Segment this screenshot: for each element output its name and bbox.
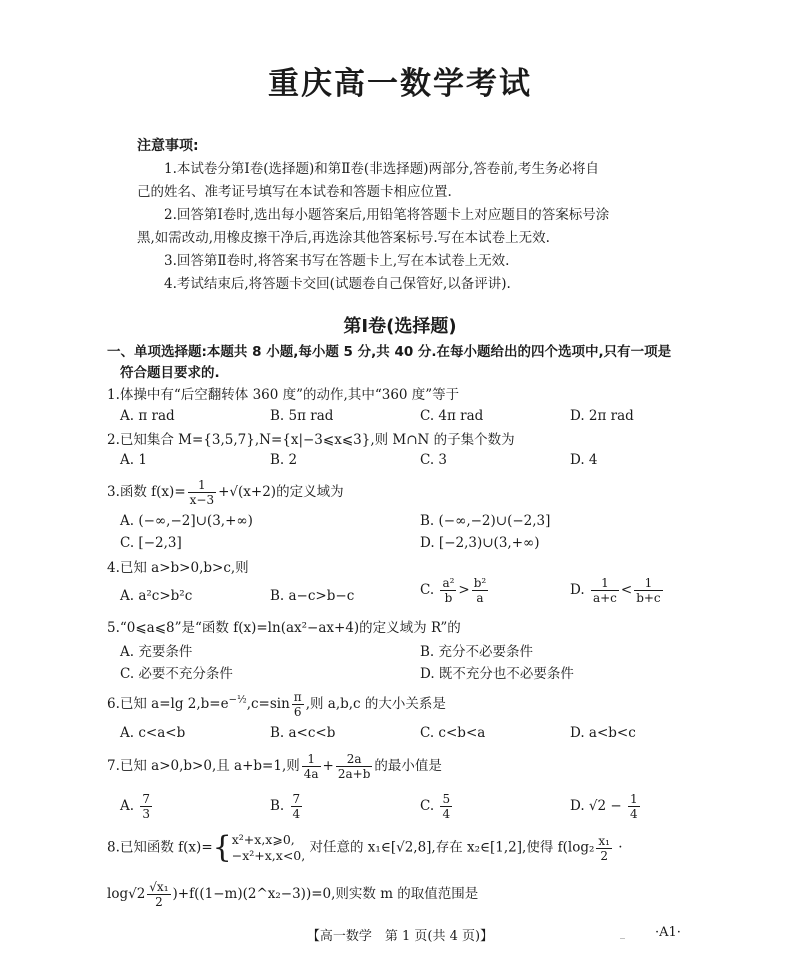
q6-exponent: −½ bbox=[228, 694, 247, 706]
q6-frac-den: 6 bbox=[293, 705, 302, 719]
q5-option-b: B. 充分不必要条件 bbox=[420, 644, 534, 660]
q8-stem-mid: 对任意的 x₁∈[√2,8],存在 x₂∈[1,2],使得 f(log₂ bbox=[309, 839, 595, 856]
q4-d-num-1: 1 bbox=[591, 576, 619, 591]
question-2-stem: 2.已知集合 M={3,5,7},N={x|−3⩽x⩽3},则 M∩N 的子集个数为 bbox=[107, 432, 515, 448]
q7-c-den: 4 bbox=[442, 807, 451, 821]
part-one-heading bbox=[107, 342, 697, 384]
q3-frac-den: x−3 bbox=[189, 493, 215, 507]
q7-a-den: 3 bbox=[142, 807, 150, 821]
q3-option-c: C. [−2,3] bbox=[120, 535, 182, 551]
q7-a-num: 7 bbox=[142, 792, 150, 806]
question-4-stem: 4.已知 a>b>0,b>c,则 bbox=[107, 560, 249, 576]
question-3-stem bbox=[107, 478, 707, 507]
q4-c-num-1: a² bbox=[442, 576, 455, 590]
q7-stem-suffix: 的最小值是 bbox=[374, 758, 442, 774]
q7-f2-den: 2a+b bbox=[337, 767, 371, 781]
q4-c-num-2: b² bbox=[473, 576, 487, 590]
q4-d-den-2: b+c bbox=[636, 591, 661, 605]
q3-stem-prefix: 3.函数 f(x)= bbox=[107, 484, 186, 500]
q4-c-op: > bbox=[458, 582, 470, 598]
q8-stem-prefix: 8.已知函数 f(x)= bbox=[107, 839, 213, 856]
notice-line: 黑,如需改动,用橡皮擦干净后,再选涂其他答案标号.写在本试卷上无效. bbox=[137, 230, 550, 246]
q8-l2-den: 2 bbox=[155, 895, 163, 909]
q6-option-a: A. c<a<b bbox=[120, 725, 186, 741]
q2-option-d: D. 4 bbox=[570, 452, 598, 468]
notice-line: 4.考试结束后,将答题卡交回(试题卷自己保管好,以备评讲). bbox=[164, 276, 511, 292]
q3-option-a: A. (−∞,−2]∪(3,+∞) bbox=[120, 513, 253, 529]
q4-c-den-2: a bbox=[476, 591, 484, 605]
q7-f1-den: 4a bbox=[303, 767, 319, 781]
q7-plus: + bbox=[322, 758, 334, 774]
page-footer: 【高一数学 第 1 页(共 4 页)】 bbox=[306, 929, 494, 944]
q1-option-c: C. 4π rad bbox=[420, 408, 484, 424]
notice-line: 己的姓名、准考证号填写在本试卷和答题卡相应位置. bbox=[137, 184, 452, 200]
q4-c-label: C. bbox=[420, 582, 435, 598]
question-6-stem bbox=[107, 690, 707, 719]
question-5-stem: 5.“0⩽a⩽8”是“函数 f(x)=ln(ax²−ax+4)的定义域为 R”的 bbox=[107, 620, 461, 636]
q8-l2-num: √x₁ bbox=[149, 880, 169, 894]
q2-option-a: A. 1 bbox=[120, 452, 147, 468]
q7-d-frac bbox=[628, 792, 640, 821]
q7-a-frac bbox=[140, 792, 152, 821]
q4-d-frac-2 bbox=[634, 576, 662, 605]
question-8-stem: 8.已知函数 f(x)={ x²+x,x⩾0, −x²+x,x<0, 对任意的 x₁∈[√2,8],存在 x₂∈[1,2],使得 f(log₂ $\frac{\text{x₁}}{2}$ · bbox=[107, 830, 623, 865]
q6-option-b: B. a<c<b bbox=[270, 725, 336, 741]
q8-line2-fraction bbox=[147, 880, 170, 909]
q2-option-b: B. 2 bbox=[270, 452, 298, 468]
q7-option-d bbox=[570, 792, 642, 821]
q5-option-d: D. 既不充分也不必要条件 bbox=[420, 666, 574, 682]
q1-option-a: A. π rad bbox=[120, 408, 175, 424]
notice-heading: 注意事项: bbox=[137, 138, 199, 154]
q4-c-den-1: b bbox=[444, 591, 453, 605]
q8-frac-den: 2 bbox=[600, 848, 608, 863]
q4-d-frac-1 bbox=[591, 576, 619, 605]
q4-option-d bbox=[570, 576, 665, 605]
q7-f2-num: 2a bbox=[336, 752, 373, 767]
q3-fraction bbox=[188, 478, 216, 507]
notice-line: 2.回答第Ⅰ卷时,选出每小题答案后,用铅笔将答题卡上对应题目的答案标号涂 bbox=[164, 207, 610, 223]
q7-c-label: C. bbox=[420, 798, 435, 814]
q7-b-label: B. bbox=[270, 798, 285, 814]
q7-f1-num: 1 bbox=[302, 752, 321, 767]
q8-piecewise bbox=[232, 832, 305, 864]
question-7-stem bbox=[107, 752, 707, 781]
q4-d-label: D. bbox=[570, 582, 585, 598]
q8-case-1: x²+x,x⩾0, bbox=[231, 832, 295, 847]
exam-title: 重庆高一数学考试 bbox=[268, 66, 532, 102]
q4-d-num-2: 1 bbox=[634, 576, 662, 591]
q6-stem-mid: ,c=sin bbox=[246, 696, 290, 712]
q6-stem-suffix: ,则 a,b,c 的大小关系是 bbox=[305, 696, 446, 712]
q6-option-c: C. c<b<a bbox=[420, 725, 486, 741]
q3-frac-num: 1 bbox=[188, 478, 216, 493]
q5-option-a: A. 充要条件 bbox=[120, 644, 193, 660]
q7-d-label: D. √2 − bbox=[570, 798, 622, 814]
q8-line2-suffix: )+f((1−m)(2^x₂−3))=0,则实数 m 的取值范围是 bbox=[172, 886, 479, 902]
question-1-stem: 1.体操中有“后空翻转体 360 度”的动作,其中“360 度”等于 bbox=[107, 387, 460, 403]
q7-option-a bbox=[120, 792, 154, 821]
q6-fraction bbox=[292, 690, 304, 719]
q7-d-den: 4 bbox=[630, 807, 638, 821]
page-mark: _ bbox=[620, 928, 625, 939]
q7-b-den: 4 bbox=[292, 807, 301, 821]
left-brace-icon: { bbox=[212, 830, 232, 865]
question-8-line-2 bbox=[107, 880, 707, 909]
q4-c-frac-1 bbox=[440, 576, 456, 605]
q1-option-b: B. 5π rad bbox=[270, 408, 334, 424]
q1-option-d: D. 2π rad bbox=[570, 408, 634, 424]
section-title: 第Ⅰ卷(选择题) bbox=[343, 316, 457, 337]
q8-frac-num: x₁ bbox=[598, 833, 610, 848]
q7-c-frac bbox=[440, 792, 452, 821]
q8-fraction bbox=[596, 834, 612, 863]
q7-a-label: A. bbox=[120, 798, 135, 814]
q3-stem-suffix: 的定义域为 bbox=[276, 484, 344, 500]
q7-c-num: 5 bbox=[442, 792, 451, 806]
part-one-line: 符合题目要求的. bbox=[120, 365, 220, 381]
q3-option-d: D. [−2,3)∪(3,+∞) bbox=[420, 535, 540, 551]
q7-option-b bbox=[270, 792, 304, 821]
q4-option-c bbox=[420, 576, 490, 605]
q4-d-op: < bbox=[620, 582, 633, 598]
q5-option-c: C. 必要不充分条件 bbox=[120, 666, 233, 682]
q4-c-frac-2 bbox=[472, 576, 489, 605]
notice-body bbox=[137, 158, 677, 296]
q8-case-2: −x²+x,x<0, bbox=[231, 848, 306, 863]
q3-option-b: B. (−∞,−2)∪(−2,3] bbox=[420, 513, 551, 529]
q4-d-den-1: a+c bbox=[592, 591, 617, 605]
notice-line: 3.回答第Ⅱ卷时,将答案书写在答题卡上,写在本试卷上无效. bbox=[164, 253, 510, 269]
q7-fraction-2 bbox=[336, 752, 373, 781]
part-one-line: 一、单项选择题:本题共 8 小题,每小题 5 分,共 40 分.在每小题给出的四个选项中,只有一项是 bbox=[107, 344, 672, 360]
q6-frac-num: π bbox=[293, 690, 302, 704]
q7-fraction-1 bbox=[302, 752, 321, 781]
q7-b-num: 7 bbox=[292, 792, 301, 806]
q8-line2-prefix: log√2 bbox=[107, 886, 146, 902]
notice-line: 1.本试卷分第Ⅰ卷(选择题)和第Ⅱ卷(非选择题)两部分,答卷前,考生务必将自 bbox=[164, 161, 600, 177]
q7-stem-prefix: 7.已知 a>0,b>0,且 a+b=1,则 bbox=[107, 758, 300, 774]
q6-stem-prefix: 6.已知 a=lg 2,b=e bbox=[107, 696, 229, 712]
paper-code: ·A1· bbox=[655, 925, 681, 940]
q2-option-c: C. 3 bbox=[420, 452, 448, 468]
q7-d-num: 1 bbox=[630, 792, 638, 806]
q4-option-b: B. a−c>b−c bbox=[270, 588, 355, 604]
q6-option-d: D. a<b<c bbox=[570, 725, 636, 741]
q7-option-c bbox=[420, 792, 454, 821]
q7-b-frac bbox=[291, 792, 303, 821]
q4-option-a: A. a²c>b²c bbox=[120, 588, 193, 604]
q3-stem-sqrt: +√(x+2) bbox=[218, 484, 277, 500]
